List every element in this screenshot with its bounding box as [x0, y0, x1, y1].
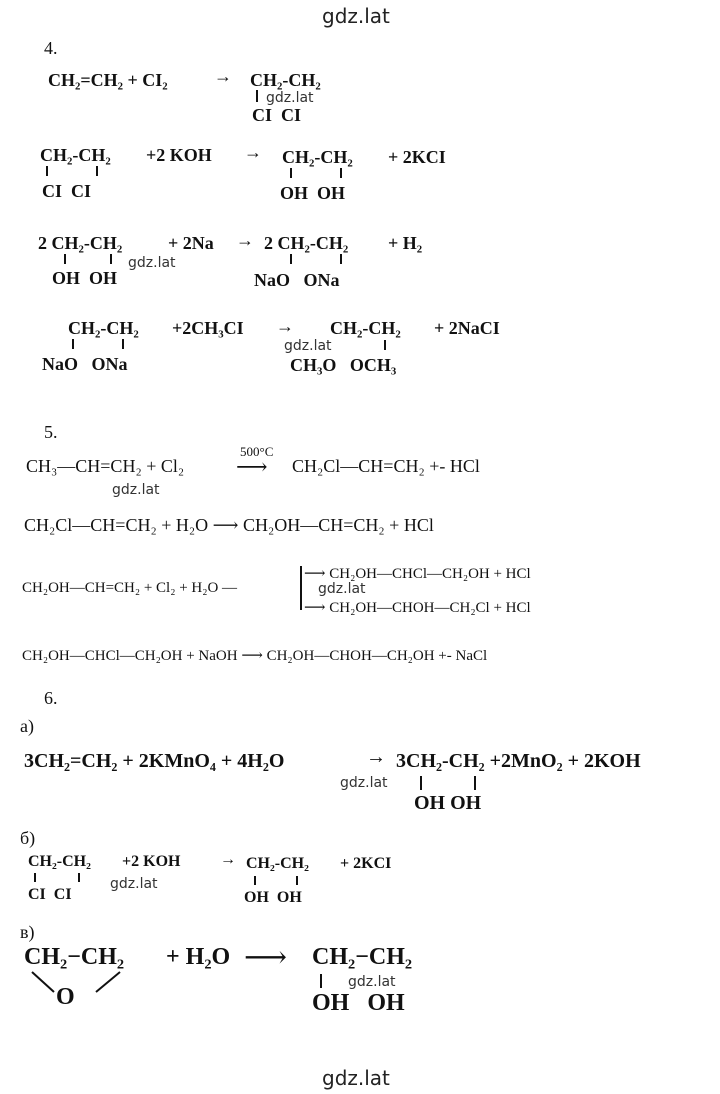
- s5-eq2: CH₂Cl—CH=CH₂ + H₂O ⟶ CH₂OH—CH=CH₂ + HCl: [24, 515, 434, 535]
- s4-eq4-reagent: +2CH₃CI: [172, 318, 244, 338]
- s6-eqb-byproduct: + 2KCI: [340, 855, 392, 872]
- s6-eqv-reagent: + H₂O: [166, 944, 231, 970]
- s4-eq3-right-substituents: NaO ONa: [254, 270, 340, 290]
- bond-line: [78, 873, 80, 882]
- bond-line: [340, 254, 342, 264]
- bond-line: [110, 254, 112, 264]
- bond-line: [290, 168, 292, 178]
- s4-eq1-left: CH₂=CH₂ + CI₂: [48, 70, 168, 90]
- s6-eqv-oxygen: O: [56, 984, 75, 1010]
- watermark-inline: gdz.lat: [112, 482, 160, 498]
- s5-eq1-left: CH₃—CH=CH₂ + Cl₂: [26, 456, 185, 476]
- s5-eq1-arrow: ⟶: [236, 454, 268, 479]
- s6-label-v: в): [20, 922, 35, 942]
- s4-eq3-reagent: + 2Na: [168, 233, 214, 253]
- bond-line: [340, 168, 342, 178]
- s4-eq3-arrow: →: [236, 230, 254, 250]
- s6-eqv-arrow: ⟶: [244, 941, 288, 974]
- bond-line: [96, 166, 98, 176]
- s6-eqb-left-formula: CH₂-CH₂: [28, 853, 91, 870]
- watermark-inline: gdz.lat: [128, 255, 176, 271]
- s6-label-a: а): [20, 716, 34, 736]
- s4-eq2-arrow: →: [244, 142, 262, 162]
- s4-eq3-byproduct: + H₂: [388, 233, 423, 253]
- s6-eqb-right: CH₂-CH₂: [246, 855, 309, 872]
- s6-eqv-substituents: OH OH: [312, 990, 405, 1016]
- section-4-number: 4.: [44, 38, 58, 58]
- s4-eq1-arrow: →: [214, 66, 232, 86]
- bond-line: [320, 974, 322, 988]
- s6-eqv-right: CH₂−CH₂: [312, 944, 413, 970]
- s6-eqb-left-substituents: CI CI: [28, 886, 72, 903]
- s4-eq2-left: CH₂-CH₂: [40, 145, 111, 165]
- s4-eq4-right: CH₂-CH₂: [330, 318, 401, 338]
- s4-eq1-bond: [256, 90, 258, 102]
- s5-eq4: CH₂OH—CHCl—CH₂OH + NaOH ⟶ CH₂OH—CHOH—CH₂OH +- NaCl: [22, 648, 488, 664]
- bond-line: [72, 339, 74, 349]
- s6-eqb-reagent: +2 KOH: [122, 853, 181, 870]
- s4-eq4-arrow: →: [276, 316, 294, 336]
- s4-eq2-right: CH₂-CH₂: [282, 147, 353, 167]
- s4-eq2-right-substituents: OH OH: [280, 183, 346, 203]
- s4-eq4-byproduct: + 2NaCI: [434, 318, 500, 338]
- bond-line: [254, 876, 256, 885]
- bond-line: [474, 776, 476, 790]
- s6-eqa-arrow: →: [366, 746, 386, 768]
- bond-line: [122, 339, 124, 349]
- section-5-number: 5.: [44, 422, 58, 442]
- s4-eq3-right: 2 CH₂-CH₂: [264, 233, 349, 253]
- s5-eq1-right: CH₂Cl—CH=CH₂ +- HCl: [292, 456, 480, 476]
- s4-eq2-reagent: +2 KOH: [146, 145, 212, 165]
- s4-eq2-left-substituents: CI CI: [42, 181, 92, 201]
- s4-eq1-substituents: CI CI: [252, 105, 302, 125]
- s5-eq3-product-bottom: ⟶ CH₂OH—CHOH—CH₂Cl + HCl: [304, 600, 531, 616]
- watermark-inline: gdz.lat: [348, 974, 396, 990]
- site-watermark-bottom: gdz.lat: [322, 1066, 390, 1090]
- section-6-number: 6.: [44, 688, 58, 708]
- s6-eqv-left: CH₂−CH₂: [24, 944, 125, 970]
- watermark-inline: gdz.lat: [266, 90, 314, 106]
- s6-eqb-arrow: →: [220, 851, 236, 868]
- watermark-inline: gdz.lat: [110, 876, 158, 892]
- bond-line: [420, 776, 422, 790]
- s5-eq3-product-top: ⟶ CH₂OH—CHCl—CH₂OH + HCl: [304, 566, 531, 582]
- bond-line: [64, 254, 66, 264]
- site-watermark-top: gdz.lat: [322, 4, 390, 28]
- watermark-inline: gdz.lat: [284, 338, 332, 354]
- s5-eq3-left: CH₂OH—CH=CH₂ + Cl₂ + H₂O —: [22, 580, 238, 596]
- s4-eq4-right-substituents: CH₃O OCH₃: [290, 355, 397, 375]
- s4-eq4-left: CH₂-CH₂: [68, 318, 139, 338]
- watermark-inline: gdz.lat: [318, 581, 366, 597]
- s6-eqa-right: 3CH₂-CH₂ +2MnO₂ + 2KOH: [396, 750, 641, 772]
- s6-eqv-epoxide-bonds: [26, 970, 146, 1000]
- s4-eq4-left-substituents: NaO ONa: [42, 354, 128, 374]
- s5-eq3-branch: [300, 566, 302, 610]
- s6-eqa-substituents: OH OH: [414, 792, 482, 814]
- s5-eq1-condition: 500°C: [240, 444, 274, 459]
- s4-eq1-right: CH₂-CH₂: [250, 70, 321, 90]
- bond-line: [290, 254, 292, 264]
- s4-eq2-byproduct: + 2KCI: [388, 147, 446, 167]
- s6-eqb-right-substituents: OH OH: [244, 889, 302, 906]
- bond-line: [384, 340, 386, 350]
- s6-label-b: б): [20, 828, 36, 848]
- bond-line: [46, 166, 48, 176]
- s4-eq3-left: 2 CH₂-CH₂: [38, 233, 123, 253]
- bond-line: [296, 876, 298, 885]
- bond-line: [34, 873, 36, 882]
- s6-eqa-left: 3CH₂=CH₂ + 2KMnO₄ + 4H₂O: [24, 750, 285, 772]
- s4-eq3-left-substituents: OH OH: [52, 268, 118, 288]
- watermark-inline: gdz.lat: [340, 775, 388, 791]
